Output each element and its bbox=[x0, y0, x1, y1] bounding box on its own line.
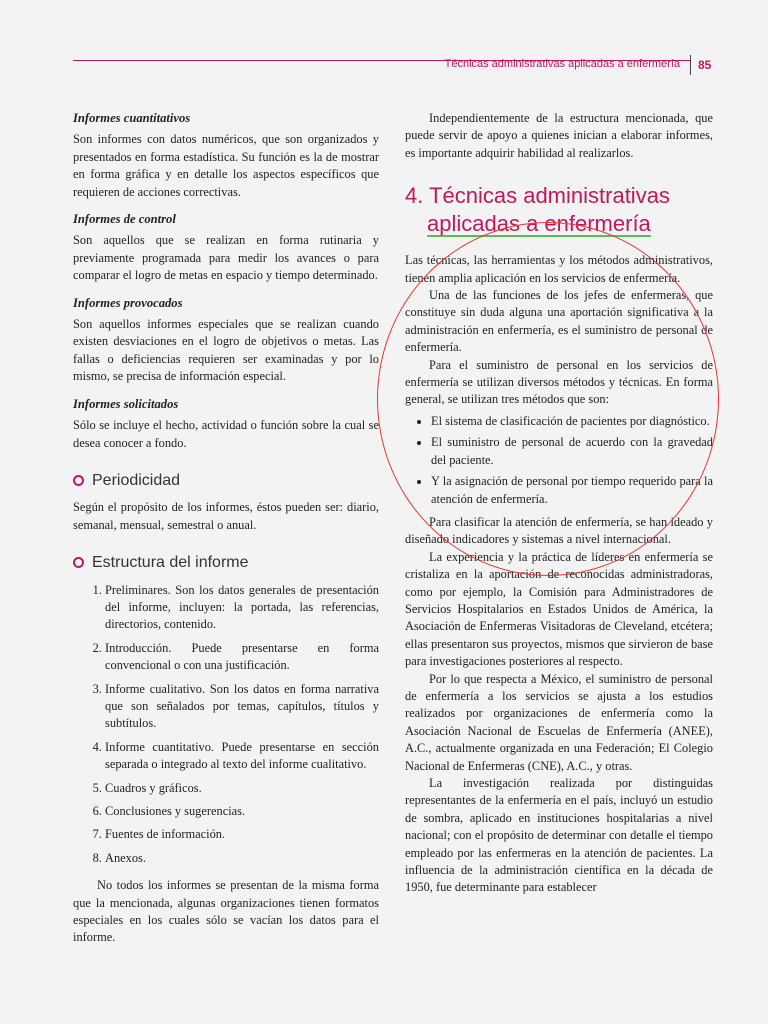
paragraph: Para el suministro de personal en los servicios de enfermería se utilizan diversos métodos y técnicas. En forma general, se utilizan tres métodos que son: bbox=[405, 357, 713, 407]
list-item: 1. Preliminares. Son los datos generales de presentación del informe, incluyen: la portada, las referencias, directorios, contenido. bbox=[105, 582, 379, 634]
list-item: • El suministro de personal de acuerdo con la gravedad del paciente. bbox=[431, 434, 713, 469]
paragraph: Son informes con datos numéricos, que son organizados y presentados en forma estadística. Su función es la de mostrar en forma gráfica y en detalle los aspectos específicos que requieren de acciones correctivas. bbox=[73, 132, 379, 199]
paragraph: Son aquellos informes especiales que se realizan cuando existen desviaciones en el logro de objetivos o metas. Las fallas o deficiencias requieren ser examinadas y por lo mismo, se precisa de información especial. bbox=[73, 317, 379, 384]
paragraph: La investigación realizada por distinguidas representantes de la enfermería en el país, incluyó un estudio de sombra, aplicado en instituciones hospitalarias a nivel nacional; con el propósito de determinar con detalle el tiempo empleado por las enfermeras en la atención de pacientes. La influencia de la administración científica en la década de 1950, fue determinante para establecer bbox=[405, 776, 713, 895]
list-item: 2. Introducción. Puede presentarse en forma convencional o con una justificación. bbox=[105, 640, 379, 675]
running-title: Técnicas administrativas aplicadas a enfermería bbox=[444, 58, 680, 70]
list-item: 6. Conclusiones y sugerencias. bbox=[105, 803, 379, 820]
paragraph: Son aquellos que se realizan en forma rutinaria y previamente programada para medir los avances o para comparar el logro de metas en espacio y tiempo determinado. bbox=[73, 233, 379, 283]
section-heading bbox=[73, 554, 379, 571]
section-heading-label: Periodicidad bbox=[92, 471, 181, 489]
subheading: Informes solicitados bbox=[73, 396, 179, 411]
paragraph: Las técnicas, las herramientas y los métodos administrativos, tienen amplia aplicación en los servicios de enfermería. bbox=[405, 253, 713, 285]
section-heading bbox=[73, 472, 379, 489]
paragraph: Para clasificar la atención de enfermería, se han ideado y diseñado indicadores y sistemas a nivel internacional. bbox=[405, 514, 713, 547]
circle-bullet-icon bbox=[73, 475, 84, 486]
chapter-title-line1: 4. Técnicas administrativas bbox=[405, 183, 670, 209]
section-heading-label: Estructura del informe bbox=[92, 554, 249, 572]
list-item: • Y la asignación de personal por tiempo requerido para la atención de enfermería. bbox=[431, 473, 713, 508]
page-number: 85 bbox=[698, 58, 712, 72]
subheading: Informes de control bbox=[73, 212, 176, 227]
list-item: 3. Informe cualitativo. Son los datos en forma narrativa que son señalados por temas, capítulos, títulos y subtítulos. bbox=[105, 681, 379, 733]
chapter-title-line2: aplicadas a enfermería bbox=[427, 211, 651, 237]
list-item: 4. Informe cuantitativo. Puede presentarse en sección separada o integrado al texto del informe cualitativo. bbox=[105, 739, 379, 774]
paragraph: Una de las funciones de los jefes de enfermeras, que constituye sin duda alguna una aportación significativa a la administración en enfermería, es el suministro de personal de enfermería. bbox=[405, 288, 713, 355]
paragraph: No todos los informes se presentan de la misma forma que la mencionada, algunas organizaciones tienen formatos especiales en los cuales sólo se vacían los datos para el informe. bbox=[73, 878, 379, 945]
circle-bullet-icon bbox=[73, 557, 84, 568]
paragraph: Sólo se incluye el hecho, actividad o función sobre la cual se desea conocer a fondo. bbox=[73, 418, 379, 450]
numbered-list bbox=[73, 582, 379, 868]
list-item: 5. Cuadros y gráficos. bbox=[105, 780, 379, 797]
list-item: • El sistema de clasificación de pacientes por diagnóstico. bbox=[431, 413, 713, 430]
red-circle-annotation bbox=[377, 222, 719, 576]
paragraph: Según el propósito de los informes, éstos pueden ser: diario, semanal, mensual, semestral o anual. bbox=[73, 500, 379, 532]
paragraph: Por lo que respecta a México, el suministro de personal de enfermería a los servicios se ajusta a los estudios realizados por organizaciones de enfermería como la Asociación Nacional de Escuelas de Enfermería (ANEE), A.C., actualmente organizada en una Federación; El Colegio Nacional de Enfermeras (CNE), A.C., y otras. bbox=[405, 671, 713, 773]
subheading: Informes cuantitativos bbox=[73, 111, 191, 125]
paragraph: Independientemente de la estructura mencionada, que puede servir de apoyo a quienes inician a elaborar informes, es importante adquirir habilidad al realizarlos. bbox=[405, 111, 713, 160]
header-divider bbox=[690, 55, 691, 75]
paragraph: La experiencia y la práctica de líderes en enfermería se cristaliza en la aportación de reconocidas administradoras, como por ejemplo, la Comisión para Administradores de Servicios Hospitalarios en Estados Unidos de América, la Asociación de Enfermeras Visitadoras de Cleveland, etcétera; ellas presentaron sus proyectos, mismos que sirvieron de base para investigaciones posteriores al respecto. bbox=[405, 549, 713, 669]
list-item: 8. Anexos. bbox=[105, 850, 379, 867]
subheading: Informes provocados bbox=[73, 295, 183, 310]
left-column bbox=[73, 110, 379, 947]
list-item: 7. Fuentes de información. bbox=[105, 826, 379, 843]
